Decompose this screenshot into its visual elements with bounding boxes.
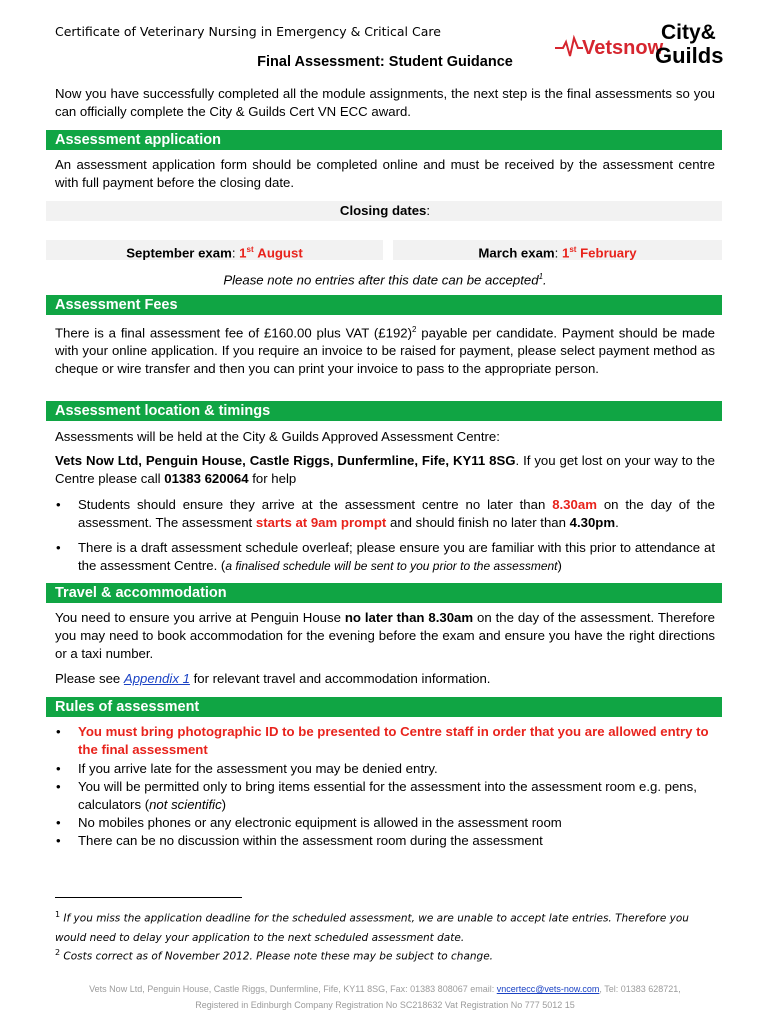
location-bullet-arrival: Students should ensure they arrive at the assessment centre no later than 8.30am on the day of the assessment. The assessment starts at 9am prompt and should finish no later than 4.30pm. — [78, 497, 715, 530]
section-rules: Rules of assessment — [46, 697, 722, 717]
rule-items: You will be permitted only to bring items essential for the assessment into the assessment room e.g. pens, calculators (not scientific) — [78, 779, 697, 812]
section-travel-accommodation: Travel & accommodation — [46, 583, 722, 603]
rule-photo-id: You must bring photographic ID to be presented to Centre staff in order that you are allowed entry to the final assessment — [78, 724, 709, 757]
rule-discussion: There can be no discussion within the assessment room during the assessment — [78, 833, 543, 848]
entries-note: Please note no entries after this date can be accepted$^1$. — [223, 272, 547, 288]
bullet-marker: • — [56, 540, 61, 555]
page-title: Final Assessment: Student Guidance — [257, 54, 513, 70]
footnote-divider — [55, 897, 242, 898]
application-text: An assessment application form should be completed online and must be received by the assessment centre with full payment before the closing date. — [55, 157, 715, 190]
closing-dates-label: Closing dates: — [339, 203, 431, 218]
bullet-marker: • — [56, 833, 61, 848]
march-exam: March exam: 1st February — [478, 245, 637, 261]
logo-vetsnow-text: Vetsnow — [582, 37, 664, 59]
section-assessment-fees: Assessment Fees — [46, 295, 722, 315]
september-exam: September exam: 1st August — [126, 245, 303, 261]
bullet-marker: • — [56, 815, 61, 830]
section-assessment-application: Assessment application — [46, 130, 722, 150]
location-line1: Assessments will be held at the City & Guilds Approved Assessment Centre: — [55, 429, 500, 444]
rule-mobiles: No mobiles phones or any electronic equipment is allowed in the assessment room — [78, 815, 562, 830]
fees-paragraph: There is a final assessment fee of £160.00 plus VAT (£192)$^2$ payable per candidate. Payment should be made with your online application. If you require an invoice to be raised for payment, please select payment method as cheque or wire transfer and then you can print your invoice to pass to the appropriate person. — [55, 325, 715, 377]
footer-address: Vets Now Ltd, Penguin House, Castle Riggs, Dunfermline, Fife, KY11 8SG, Fax: 01383 808067 email: vncertecc@vets-now.com, Tel: 01383 628721, — [89, 984, 681, 994]
bullet-marker: • — [56, 724, 61, 739]
footer-email-link[interactable]: vncertecc@vets-now.com — [496, 984, 600, 994]
logo-guilds-text: Guilds — [655, 43, 724, 68]
appendix-link[interactable]: Appendix 1 — [123, 671, 190, 686]
location-bullet-schedule: There is a draft assessment schedule overleaf; please ensure you are familiar with this prior to attendance at the assessment Centre. (a finalised schedule will be sent to you prior to the assessment) — [78, 540, 715, 573]
section-location-timings: Assessment location & timings — [46, 401, 722, 421]
bullet-marker: • — [56, 779, 61, 794]
footnote-2: $^2$ Costs correct as of November 2012. Please note these may be subject to change. — [55, 948, 493, 963]
bullet-marker: • — [56, 497, 61, 512]
bullet-marker: • — [56, 761, 61, 776]
footer-registration: Registered in Edinburgh Company Registration No SC218632 Vat Registration No 777 5012 15 — [195, 1000, 575, 1010]
certificate-title: Certificate of Veterinary Nursing in Emergency & Critical Care — [55, 24, 441, 39]
travel-paragraph: You need to ensure you arrive at Penguin House no later than 8.30am on the day of the assessment. Therefore you may need to book accommodation for the evening before the exam and ensure you have the right directions or a taxi number. — [55, 610, 716, 661]
logo-city-text: City& — [661, 21, 716, 44]
footnote-1: $^1$ If you miss the application deadline for the scheduled assessment, we are unable to accept late entries. Therefore you would need to delay your application to the next scheduled assessment date. — [55, 910, 689, 944]
rule-late: If you arrive late for the assessment you may be denied entry. — [78, 761, 438, 776]
intro-paragraph: Now you have successfully completed all the module assignments, the next step is the final assessments so you can officially complete the City & Guilds Cert VN ECC award. — [55, 86, 715, 119]
location-address: Vets Now Ltd, Penguin House, Castle Riggs, Dunfermline, Fife, KY11 8SG. If you get lost on your way to the Centre please call 01383 620064 for help — [55, 453, 715, 486]
travel-appendix: Please see Appendix 1 for relevant travel and accommodation information. — [55, 671, 491, 686]
